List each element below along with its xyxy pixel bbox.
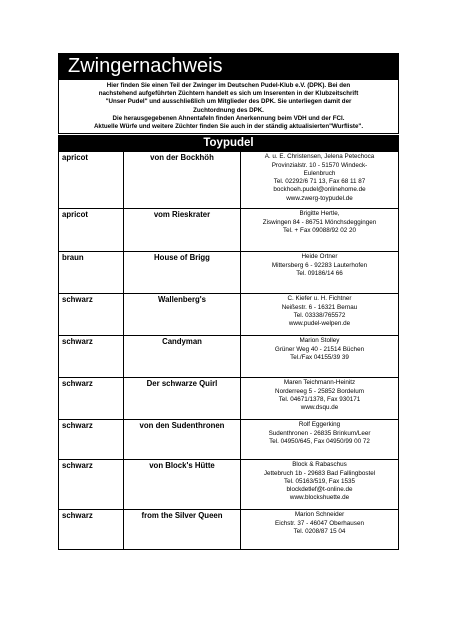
breeder-address-cell (241, 294, 399, 336)
page-title: Zwingernachweis (58, 53, 399, 80)
address-line: Marion Stolley (299, 337, 340, 345)
address-line: Provinzialstr. 10 - 51570 Windeck- (271, 161, 368, 169)
address-line: Sudenthronen - 26835 Brinkum/Leer (268, 429, 371, 437)
address-line: blockdetlef@t-online.de (286, 486, 353, 494)
breeder-address-cell (241, 510, 399, 550)
intro-text (58, 80, 399, 134)
address-line: Rolf Eggerking (298, 421, 341, 429)
table-row (59, 294, 399, 336)
intro-line: Die herausgegebenen Ahnentafeln finden Anerkennung beim VDH und der FCI. (112, 114, 345, 122)
coat-color-cell: schwarz (59, 336, 124, 378)
coat-color-cell: schwarz (59, 378, 124, 420)
address-line: Brigitte Hertle, (299, 210, 340, 218)
address-line: Tel. 03338/765572 (293, 311, 346, 319)
kennel-name-cell: Wallenberg's (124, 294, 241, 336)
kennel-name-cell: Candyman (124, 336, 241, 378)
kennel-name-cell: von Block's Hütte (124, 460, 241, 510)
table-row (59, 460, 399, 510)
address-line: Grüner Weg 40 - 21514 Büchen (274, 345, 365, 353)
address-line: Tel./Fax 04155/39 39 (290, 353, 349, 361)
breeder-address-cell (241, 460, 399, 510)
coat-color-cell: schwarz (59, 510, 124, 550)
address-line: bockhoeh.pudel@onlinehome.de (273, 186, 366, 194)
intro-line: Zuchtordnung des DPK. (193, 106, 264, 114)
coat-color-cell: schwarz (59, 460, 124, 510)
kennel-directory (58, 53, 399, 550)
kennel-name-cell: Der schwarze Quirl (124, 378, 241, 420)
address-line: Tel. 05163/519, Fax 1535 (283, 477, 356, 485)
address-line: Tel. 02292/6 71 13, Fax 68 11 87 (273, 178, 366, 186)
table-row (59, 378, 399, 420)
breeder-address-cell (241, 152, 399, 209)
breeder-address-cell (241, 252, 399, 294)
address-line: www.zwerg-toypudel.de (286, 194, 353, 202)
address-line: Tel. + Fax 09088/92 02 20 (283, 226, 356, 234)
breeder-address-cell (241, 336, 399, 378)
kennel-name-cell: von der Bockhöh (124, 152, 241, 209)
address-line: Neißestr. 6 - 16321 Bernau (281, 303, 358, 311)
table-row (59, 336, 399, 378)
address-line: Eulenbruch (303, 169, 336, 177)
address-line: Maren Teichmann-Heinitz (283, 379, 356, 387)
table-row (59, 510, 399, 550)
table-row (59, 420, 399, 460)
address-line: Mittersberg 6 - 92283 Lauterhofen (271, 261, 368, 269)
kennel-name-cell: from the Silver Queen (124, 510, 241, 550)
kennel-name-cell: House of Brigg (124, 252, 241, 294)
address-line: Norderreeg 5 - 25852 Bordelum (275, 387, 364, 395)
breeder-address-cell (241, 378, 399, 420)
intro-line: Aktuelle Würfe und weitere Züchter finden Sie auch in der ständig aktualisierten"Wurfliste". (93, 123, 364, 131)
coat-color-cell: schwarz (59, 294, 124, 336)
intro-line: nachstehend aufgeführten Züchtern handelt es sich um Inserenten in der Klubzeitschrift (98, 90, 359, 98)
intro-line: Hier finden Sie einen Teil der Zwinger im Deutschen Pudel-Klub e.V. (DPK). Bei den (106, 82, 351, 89)
kennel-name-cell: von den Sudenthronen (124, 420, 241, 460)
coat-color-cell: braun (59, 252, 124, 294)
table-row (59, 209, 399, 252)
coat-color-cell: apricot (59, 209, 124, 252)
coat-color-cell: apricot (59, 152, 124, 209)
table-row (59, 252, 399, 294)
table-row (59, 152, 399, 209)
address-line: Block & Rabaschus (292, 461, 347, 469)
address-line: A. u. E. Christensen, Jelena Petechoca (264, 153, 375, 161)
intro-line: "Unser Pudel" und ausschließlich um Mitglieder des DPK. Sie unterliegen damit der (105, 98, 352, 106)
address-line: Tel. 04950/645, Fax 04950/99 00 72 (269, 437, 370, 445)
address-line: www.blockshuette.de (289, 494, 350, 502)
address-line: Heide Ortner (301, 253, 338, 261)
kennel-table (58, 151, 399, 550)
address-line: www.pudel-welpen.de (288, 320, 351, 328)
breeder-address-cell (241, 420, 399, 460)
address-line: Tel. 09186/14 66 (296, 269, 343, 277)
address-line: C. Kiefer u. H. Fichtner (287, 295, 352, 303)
section-title: Toypudel (58, 135, 399, 151)
kennel-name-cell: vom Rieskrater (124, 209, 241, 252)
address-line: Jettebruch 1b - 29683 Bad Fallingbostel (263, 469, 376, 477)
address-line: www.dsqu.de (300, 404, 339, 412)
address-line: Ziswingen 84 - 86751 Mönchsdeggingen (262, 218, 377, 226)
coat-color-cell: schwarz (59, 420, 124, 460)
breeder-address-cell (241, 209, 399, 252)
address-line: Tel. 0208/87 15 04 (293, 527, 346, 535)
address-line: Marion Schneider (294, 511, 345, 519)
address-line: Eichstr. 37 - 46047 Oberhausen (275, 519, 364, 527)
address-line: Tel. 04671/1378, Fax 930171 (278, 395, 361, 403)
